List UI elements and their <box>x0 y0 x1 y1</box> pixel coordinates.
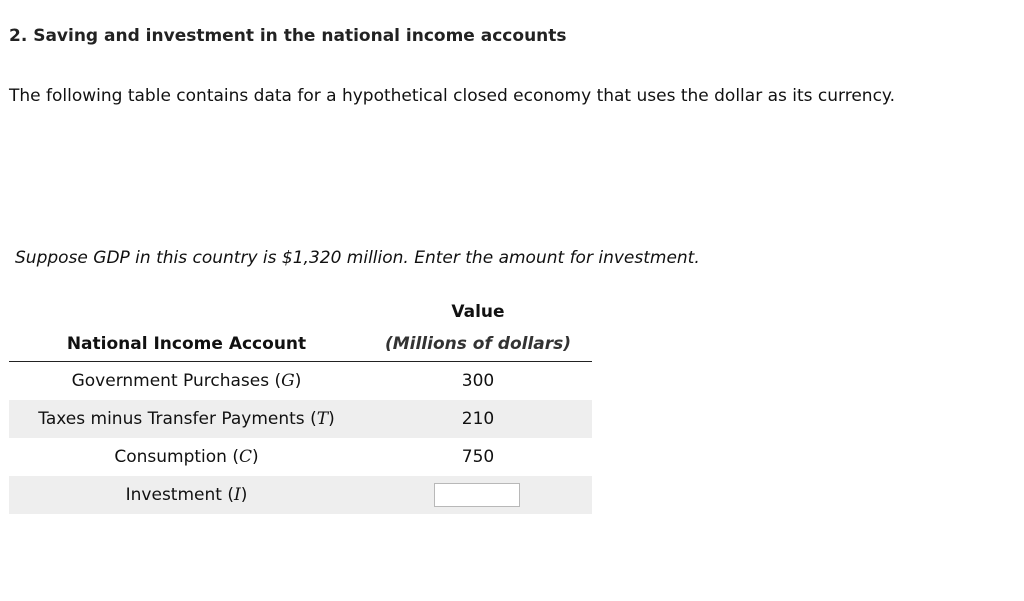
value-cell: 750 <box>461 447 495 467</box>
account-symbol: I <box>233 485 241 505</box>
value-column-label: Value <box>451 302 505 322</box>
account-symbol: T <box>316 409 329 429</box>
account-cell: Investment (I) <box>9 476 364 514</box>
table-row-government-purchases <box>9 362 592 401</box>
account-symbol: G <box>281 371 295 391</box>
investment-input[interactable] <box>434 483 520 507</box>
value-cell: 300 <box>461 371 495 391</box>
account-label: Government Purchases <box>71 371 270 391</box>
account-cell: Taxes minus Transfer Payments (T) <box>9 400 364 438</box>
account-column-label: National Income Account <box>66 334 307 354</box>
account-label: Investment <box>125 485 222 505</box>
account-label: Taxes minus Transfer Payments <box>38 409 305 429</box>
account-symbol: C <box>238 447 252 467</box>
account-cell: Consumption (C) <box>114 447 259 467</box>
account-column-header <box>9 298 364 362</box>
question-prompt: Suppose GDP in this country is $1,320 million. Enter the amount for investment. <box>15 248 700 268</box>
account-cell: Government Purchases (G) <box>71 371 302 391</box>
table-header-row <box>9 298 592 362</box>
table-row-consumption <box>9 438 592 476</box>
question-heading: 2. Saving and investment in the national income accounts <box>9 26 567 46</box>
table-row-taxes-minus-transfers <box>9 400 592 438</box>
value-column-units: (Millions of dollars) <box>384 334 572 354</box>
value-cell <box>364 476 592 514</box>
value-cell: 210 <box>364 400 592 438</box>
question-intro: The following table contains data for a hypothetical closed economy that uses the dollar as its currency. <box>9 86 895 106</box>
table-row-investment <box>9 476 592 514</box>
value-column-header <box>364 298 592 362</box>
national-income-table <box>9 298 592 514</box>
account-label: Consumption <box>114 447 227 467</box>
